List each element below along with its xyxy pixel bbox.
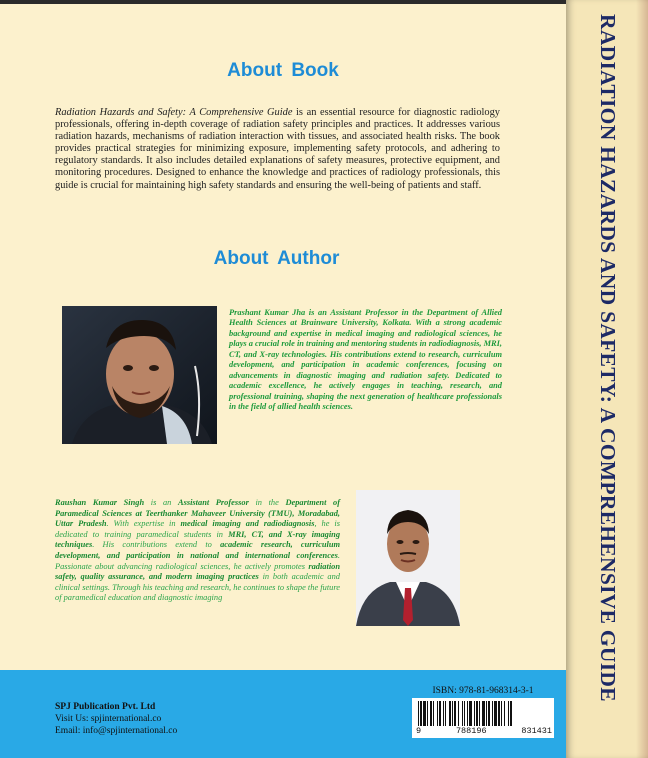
author2-text: is an [144, 498, 178, 507]
barcode-bar [439, 701, 441, 726]
barcode-bar [462, 701, 463, 726]
barcode-bar [492, 701, 493, 726]
isbn-label: ISBN: 978-81-968314-3-1 [432, 686, 534, 696]
barcode-digit-group: 9 [416, 726, 422, 736]
barcode-bar [494, 701, 497, 726]
publisher-website[interactable]: Visit Us: spjinternational.co [55, 714, 162, 724]
barcode-bar [433, 701, 434, 726]
barcode-digits [414, 726, 554, 736]
author2-department: Department of Paramedical Sciences at Teerthanker Mahaveer University (TMU), Moradabad, Uttar Pradesh [55, 498, 341, 529]
barcode-bars [412, 698, 554, 728]
barcode-bar [486, 701, 487, 726]
spine-title: RADIATION HAZARDS AND SAFETY: A COMPREHENSIVE GUIDE [596, 14, 620, 702]
author2-text: . His contributions extend to [92, 540, 221, 550]
author2-name: Raushan Kumar Singh [55, 498, 145, 507]
author2-text: . With expertise in [106, 519, 181, 529]
author2-text: in the [248, 498, 286, 507]
author2-text: . Passionate about advancing radiological sciences, he actively promotes [55, 550, 340, 571]
about-book-heading: About Book [227, 60, 339, 81]
barcode-digit-group: 788196 [455, 726, 487, 736]
barcode-bar [504, 701, 505, 726]
author1-photo [62, 306, 217, 444]
barcode-bar [427, 701, 428, 726]
author2-role: Assistant Professor [177, 498, 249, 507]
barcode-bar [510, 701, 512, 726]
author2-photo [356, 490, 460, 626]
barcode-bar [454, 701, 456, 726]
barcode-bar [458, 701, 459, 726]
author2-techniques: MRI, CT, and X-ray imaging techniques [55, 529, 341, 550]
barcode-bar [479, 701, 480, 726]
book-description [55, 107, 500, 192]
barcode-bar [474, 701, 475, 726]
book-title-italic: Radiation Hazards and Safety: A Comprehensive Guide [55, 107, 293, 118]
barcode-bar [467, 701, 468, 726]
publisher-name: SPJ Publication Pvt. Ltd [55, 702, 156, 712]
author2-contributions: academic research, curriculum development, and participation in national and international conferences [55, 540, 341, 560]
book-description-text: is an essential resource for diagnostic radiology professionals, offering in-depth coverage of radiation safety principles and practices. It addresses various radiation hazards, mechanisms of radiation interaction with tissues, and associated health risks. The book provides practical strategies for minimizing exposure, implementing safety protocols, and adhering to regulatory standards. It also includes detailed explanations of safety measures, protective equipment, and monitoring procedures. Designed to enhance the knowledge and practices of radiology professionals, this guide is crucial for maintaining high safety standards and ensuring the well-being of patients and staff. [55, 107, 500, 191]
author2-text: , he is dedicated to training paramedical students in [55, 519, 340, 539]
barcode-digit-group: 831431 [521, 726, 552, 736]
barcode-bar [488, 701, 490, 726]
barcode-bar [508, 701, 509, 726]
barcode-bar [498, 701, 500, 726]
author2-expertise: medical imaging and radiodiagnosis [180, 519, 315, 529]
author1-bio: Prashant Kumar Jha is an Assistant Professor in the Department of Allied Health Sciences at Brainware University, Kolkata. With a strong academic background and expertise in medical imaging and radiological sciences, he plays a crucial role in training and mentoring students in radiodiagnosis, MRI, CT, and X-ray technologies. His contributions extend to research, curriculum development, and participation in academic conferences, focusing on advancements in diagnostic imaging and radiation safety. Dedicated to academic excellence, he actively engages in teaching, research, and professional training, shaping the next generation of healthcare professionals in the field of allied health sciences. [229, 308, 502, 412]
barcode-bar [501, 701, 502, 726]
spine-shade [636, 0, 648, 758]
barcode-bar [464, 701, 465, 726]
barcode-bar [452, 701, 453, 726]
barcode-bar [449, 701, 451, 726]
author2-text: in both academic and clinical settings. Through his teaching and research, he continues to shape the future of paramedical education and diagnostic imaging [55, 572, 340, 603]
book-spine [566, 0, 648, 758]
about-author-heading: About Author [213, 248, 340, 269]
barcode-bar [420, 701, 422, 726]
barcode-bar [476, 701, 478, 726]
author2-bio [55, 498, 340, 604]
barcode-bar [443, 701, 444, 726]
barcode-bar [437, 701, 438, 726]
barcode-bar [482, 701, 485, 726]
barcode-bar [430, 701, 432, 726]
barcode-bar [418, 701, 419, 726]
barcode-bar [469, 701, 472, 726]
barcode-bar [445, 701, 446, 726]
publisher-email[interactable]: Email: info@spjinternational.co [55, 726, 178, 736]
barcode-bar [423, 701, 426, 726]
author2-promotes: radiation safety, quality assurance, and modern imaging practices [55, 561, 340, 582]
